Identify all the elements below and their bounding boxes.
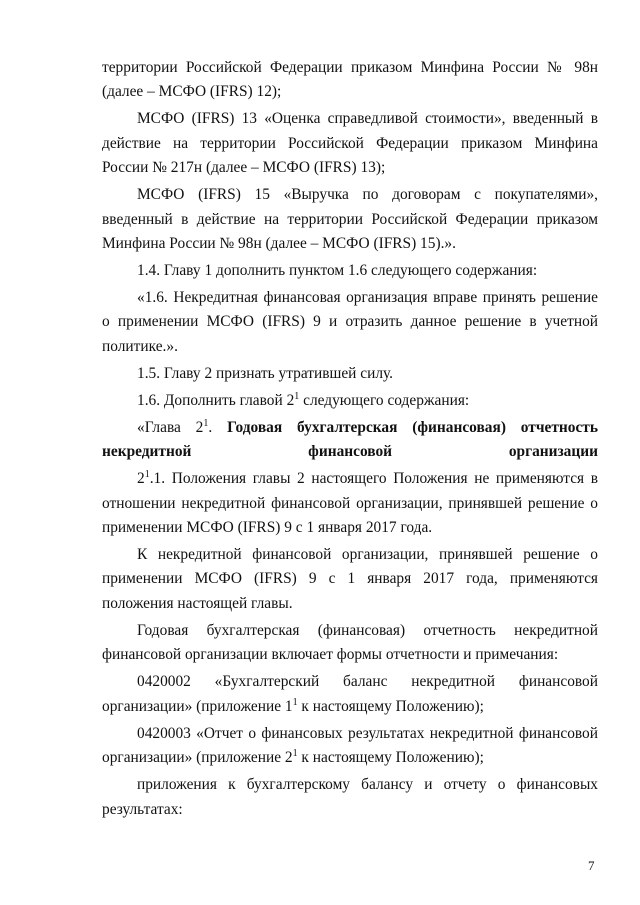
text-segment: к настоящему Положению); bbox=[297, 749, 484, 767]
superscript: 1 bbox=[294, 390, 300, 402]
text-segment: 1.6. Дополнить главой 2 bbox=[137, 391, 295, 409]
paragraph-1-5: 1.5. Главу 2 признать утратившей силу. bbox=[137, 364, 394, 382]
superscript: 1 bbox=[203, 417, 209, 429]
paragraph-1-6-add-chapter bbox=[102, 389, 598, 413]
chapter-heading bbox=[102, 416, 598, 465]
paragraph-form-0420002 bbox=[102, 670, 598, 719]
superscript: 1 bbox=[292, 696, 298, 708]
paragraph-1-4: 1.4. Главу 1 дополнить пунктом 1.6 следующего содержания: bbox=[137, 262, 538, 280]
superscript: 1 bbox=[144, 469, 150, 481]
text-segment: к настоящему Положению); bbox=[297, 697, 484, 715]
heading-title-line1: Годовая бухгалтерская (финансовая) отчетность bbox=[227, 418, 598, 436]
heading-prefix: «Глава 2 bbox=[137, 418, 204, 436]
page-number: 7 bbox=[588, 858, 595, 873]
text-segment: 2 bbox=[137, 470, 145, 488]
text-segment: 0420003 «Отчет о финансовых результатах некредитной финансовой организации» (приложение 2 bbox=[102, 724, 598, 767]
paragraph-appendices: приложения к бухгалтерскому балансу и отчету о финансовых результатах: bbox=[102, 776, 598, 818]
paragraph-2-1-1 bbox=[102, 467, 598, 540]
text-segment: 0420002 «Бухгалтерский баланс некредитной финансовой организации» (приложение 1 bbox=[102, 673, 598, 715]
body-text bbox=[102, 56, 598, 825]
paragraph-ifrs15: МСФО (IFRS) 15 «Выручка по договорам с покупателями», введенный в действие на территории Российской Федерации приказом Минфина России № 98н (далее – МСФО (IFRS) 15).». bbox=[102, 186, 598, 253]
paragraph-applicability: К некредитной финансовой организации, принявшей решение о применении МСФО (IFRS) 9 с 1 января 2017 года, применяются положения настоящей главы. bbox=[102, 546, 598, 612]
superscript: 1 bbox=[292, 748, 298, 760]
paragraph-form-0420003 bbox=[102, 722, 598, 771]
paragraph-ifrs12-continuation: территории Российской Федерации приказом Минфина России № 98н (далее – МСФО (IFRS) 12); bbox=[102, 59, 598, 101]
heading-dot: . bbox=[208, 418, 228, 436]
paragraph-ifrs13: МСФО (IFRS) 13 «Оценка справедливой стоимости», введенный в действие на территории Российской Федерации приказом Минфина России № 217н (далее – МСФО (IFRS) 13); bbox=[102, 110, 598, 177]
text-segment: .1. Положения главы 2 настоящего Положения не применяются в отношении некредитной финансовой организации, принявшей решение о применении МСФО (IFRS) 9 с 1 января 2017 года. bbox=[102, 470, 598, 537]
heading-title-line2: некредитной финансовой организации bbox=[102, 443, 598, 461]
paragraph-annual-reporting: Годовая бухгалтерская (финансовая) отчетность некредитной финансовой организации включает формы отчетности и примечания: bbox=[102, 621, 598, 664]
text-segment: следующего содержания: bbox=[299, 391, 470, 409]
paragraph-1-6-quote: «1.6. Некредитная финансовая организация вправе принять решение о применении МСФО (IFRS) 9 и отразить данное решение в учетной политике.». bbox=[102, 289, 598, 355]
